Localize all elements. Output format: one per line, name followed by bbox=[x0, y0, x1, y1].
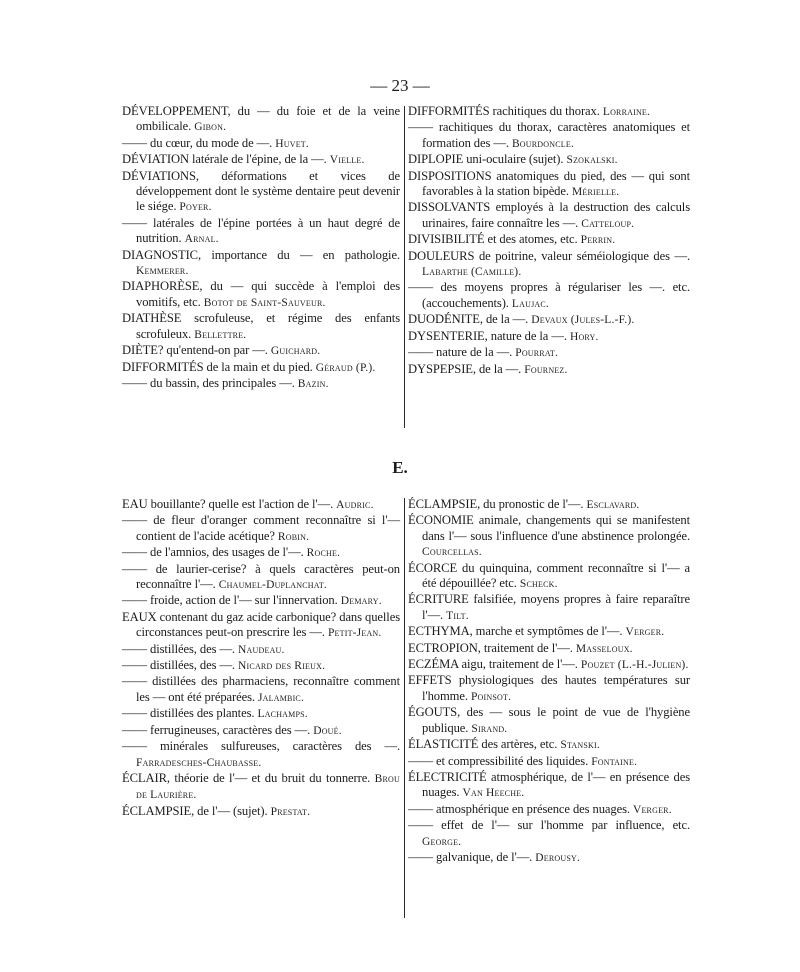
index-entry bbox=[408, 280, 690, 312]
index-entry bbox=[408, 345, 690, 361]
entry-author: Kemmerer. bbox=[136, 265, 189, 278]
index-entry bbox=[408, 513, 690, 560]
index-entry bbox=[408, 850, 690, 866]
entry-author: Szokalski. bbox=[566, 154, 618, 167]
index-entry bbox=[408, 232, 690, 248]
entry-text: DYSENTERIE, nature de la —. bbox=[408, 328, 570, 343]
entry-author: Demary. bbox=[340, 595, 382, 608]
index-entry bbox=[122, 562, 400, 594]
entry-author: Géraud (P.). bbox=[315, 361, 376, 374]
index-entry bbox=[408, 818, 690, 850]
index-entry bbox=[122, 360, 400, 376]
entry-author: Robin. bbox=[277, 530, 310, 543]
index-entry bbox=[122, 593, 400, 609]
entry-text: ÉLECTRICITÉ atmosphérique, de l'— en présence des nuages. bbox=[408, 769, 690, 800]
entry-author: Hory. bbox=[569, 330, 599, 343]
entry-author: Catteloup. bbox=[581, 217, 635, 230]
entry-author: Perrin. bbox=[580, 234, 616, 247]
index-entry bbox=[408, 152, 690, 168]
entry-text: ÉCLAMPSIE, du pronostic de l'—. bbox=[408, 497, 587, 511]
index-entry bbox=[408, 673, 690, 705]
entry-author: Courcellas. bbox=[422, 546, 482, 559]
index-entry bbox=[122, 152, 400, 168]
entry-text: ÉCRITURE falsifiée, moyens propres à faire reparaître l'—. bbox=[408, 592, 690, 622]
entry-author: Petit-Jean. bbox=[327, 627, 382, 640]
entry-text: DIFFORMITÉS rachitiques du thorax. bbox=[408, 104, 603, 118]
page-number: — 23 — bbox=[370, 76, 430, 95]
entry-author: Nicard des Rieux. bbox=[238, 660, 326, 673]
entry-text: DÉVIATION latérale de l'épine, de la —. bbox=[122, 152, 330, 167]
entry-text: —— distillées des plantes. bbox=[122, 706, 258, 721]
index-entry bbox=[122, 343, 400, 359]
entry-text: DIVISIBILITÉ et des atomes, etc. bbox=[408, 232, 581, 247]
entry-text: —— de laurier-cerise? à quels caractères peut-on reconnaître l'—. bbox=[122, 561, 400, 592]
index-entry bbox=[122, 545, 400, 561]
entry-author: Labarthe (Camille). bbox=[422, 266, 522, 279]
index-entry bbox=[408, 705, 690, 737]
index-entry bbox=[408, 312, 690, 328]
index-entry bbox=[122, 311, 400, 343]
e-entries-right-column bbox=[408, 497, 690, 866]
entry-text: —— minérales sulfureuses, caractères des —. bbox=[122, 739, 400, 754]
entry-author: Pouzet (L.-H.-Julien). bbox=[580, 659, 689, 672]
entry-author: Arnal. bbox=[184, 233, 219, 246]
entry-author: Guichard. bbox=[270, 345, 321, 358]
index-entry bbox=[122, 771, 400, 804]
index-entry bbox=[408, 754, 690, 770]
entry-author: Derousy. bbox=[535, 851, 581, 864]
index-entry bbox=[122, 169, 400, 216]
entry-text: DOULEURS de poitrine, valeur séméiologique des —. bbox=[408, 248, 690, 263]
d-entries-left-column bbox=[122, 104, 400, 392]
entry-text: —— distillées des pharmaciens, reconnaître comment les — ont été préparées. bbox=[122, 674, 400, 704]
entry-author: Poinsot. bbox=[470, 690, 512, 703]
index-entry bbox=[408, 120, 690, 152]
entry-text: —— du cœur, du mode de —. bbox=[122, 135, 276, 150]
index-entry bbox=[122, 674, 400, 706]
entry-text: —— distillées, des —. bbox=[122, 658, 239, 673]
entry-text: —— effet de l'— sur l'homme par influence, etc. bbox=[408, 818, 690, 833]
entry-text: ECTHYMA, marche et symptômes de l'—. bbox=[408, 624, 626, 639]
entry-author: Laujac. bbox=[511, 297, 549, 310]
entry-author: Mérielle. bbox=[571, 186, 620, 199]
entry-text: —— froide, action de l'— sur l'innervation. bbox=[122, 593, 341, 608]
entry-text: —— ferrugineuses, caractères des —. bbox=[122, 722, 314, 737]
entry-text: —— atmosphérique en présence des nuages. bbox=[408, 801, 633, 816]
index-entry bbox=[408, 329, 690, 345]
entry-text: DIATHÈSE scrofuleuse, et régime des enfants scrofuleux. bbox=[122, 311, 400, 341]
entry-text: —— latérales de l'épine portées à un haut degré de nutrition. bbox=[122, 215, 400, 246]
index-entry bbox=[122, 513, 400, 545]
entry-text: —— des moyens propres à régulariser les —. etc. (accouchements). bbox=[408, 280, 690, 310]
index-entry bbox=[408, 497, 690, 513]
entry-author: Sirand. bbox=[471, 722, 508, 735]
entry-author: Huvet. bbox=[275, 137, 309, 150]
index-entry bbox=[408, 169, 690, 201]
entry-author: Stanski. bbox=[560, 739, 600, 752]
entry-text: ECTROPION, traitement de l'—. bbox=[408, 640, 576, 655]
entry-text: ÉCLAMPSIE, de l'— (sujet). bbox=[122, 803, 271, 818]
index-entry bbox=[408, 657, 690, 673]
index-entry bbox=[408, 561, 690, 593]
entry-author: Brou de Laurière. bbox=[136, 772, 400, 802]
entry-text: DUODÉNITE, de la —. bbox=[408, 312, 532, 327]
entry-text: DIÈTE? qu'entend-on par —. bbox=[122, 343, 271, 358]
e-entries-left-column bbox=[122, 497, 400, 820]
entry-author: Doué. bbox=[313, 724, 342, 737]
index-entry bbox=[408, 802, 690, 818]
entry-author: Prestat. bbox=[270, 805, 311, 818]
entry-text: EAUX contenant du gaz acide carbonique? dans quelles circonstances peut-on prescrire les —. bbox=[122, 609, 400, 640]
index-entry bbox=[122, 248, 400, 280]
entry-text: DIAPHORÈSE, du — qui succède à l'emploi des vomitifs, etc. bbox=[122, 279, 400, 309]
index-entry bbox=[408, 737, 690, 753]
index-entry bbox=[122, 136, 400, 152]
index-entry bbox=[122, 706, 400, 722]
index-entry bbox=[408, 624, 690, 640]
index-entry bbox=[122, 642, 400, 658]
entry-text: ÉCONOMIE animale, changements qui se manifestent dans l'— sous l'influence d'une abstinence prolongée. bbox=[408, 513, 690, 543]
index-entry bbox=[408, 770, 690, 802]
index-entry bbox=[408, 104, 690, 120]
entry-author: Bellettre. bbox=[194, 328, 247, 341]
index-entry bbox=[408, 249, 690, 281]
entry-author: Masseloux. bbox=[575, 642, 633, 655]
index-entry bbox=[408, 592, 690, 624]
column-divider bbox=[404, 498, 405, 918]
entry-author: Lachamps. bbox=[257, 708, 308, 721]
index-entry bbox=[122, 279, 400, 311]
entry-text: DÉVIATIONS, déformations et vices de développement dont le système dentaire peut devenir le siége. bbox=[122, 168, 400, 214]
column-divider bbox=[404, 106, 405, 428]
entry-text: EFFETS physiologiques des hautes températures sur l'homme. bbox=[408, 673, 690, 703]
d-entries-right-column bbox=[408, 104, 690, 378]
index-entry bbox=[408, 200, 690, 232]
entry-text: DYSPEPSIE, de la —. bbox=[408, 361, 525, 376]
entry-author: Poyer. bbox=[179, 201, 212, 214]
entry-text: ÉCORCE du quinquina, comment reconnaître si l'— a été dépouillée? etc. bbox=[408, 560, 690, 591]
entry-text: ECZÉMA aigu, traitement de l'—. bbox=[408, 657, 581, 672]
entry-text: —— de l'amnios, des usages de l'—. bbox=[122, 545, 307, 560]
entry-text: —— distillées, des —. bbox=[122, 641, 239, 656]
entry-text: ÉGOUTS, des — sous le point de vue de l'hygiène publique. bbox=[408, 705, 690, 735]
entry-text: —— du bassin, des principales —. bbox=[122, 375, 298, 390]
entry-author: Van Heeche. bbox=[462, 787, 525, 800]
entry-author: Farradesches-Chaubasse. bbox=[136, 756, 262, 769]
entry-author: Devaux (Jules-L.-F.). bbox=[531, 314, 635, 327]
entry-author: Verger. bbox=[625, 626, 665, 639]
entry-author: Roche. bbox=[306, 547, 341, 560]
entry-author: Pourrat. bbox=[515, 347, 559, 360]
entry-author: George. bbox=[422, 835, 462, 848]
entry-text: —— de fleur d'oranger comment reconnaître si l'— contient de l'acide acétique? bbox=[122, 513, 400, 543]
entry-author: Esclavard. bbox=[586, 499, 640, 511]
entry-author: Chaumel-Duplanchat. bbox=[218, 579, 328, 592]
entry-author: Fournez. bbox=[524, 363, 568, 376]
index-entry bbox=[122, 804, 400, 820]
index-entry bbox=[122, 376, 400, 392]
index-entry bbox=[122, 658, 400, 674]
section-heading-e: E. bbox=[392, 458, 408, 477]
entry-text: EAU bouillante? quelle est l'action de l'—. bbox=[122, 497, 337, 511]
entry-author: Lorraine. bbox=[602, 106, 651, 118]
entry-text: —— galvanique, de l'—. bbox=[408, 849, 536, 864]
entry-author: Audric. bbox=[336, 499, 374, 511]
entry-text: ÉCLAIR, théorie de l'— et du bruit du tonnerre. bbox=[122, 770, 375, 785]
index-entry bbox=[122, 610, 400, 642]
entry-author: Naudeau. bbox=[238, 643, 285, 656]
entry-author: Tilt. bbox=[446, 609, 469, 622]
index-entry bbox=[122, 497, 400, 513]
index-entry bbox=[122, 216, 400, 248]
entry-text: DISPOSITIONS anatomiques du pied, des — qui sont favorables à la station bipède. bbox=[408, 168, 690, 199]
entry-text: DÉVELOPPEMENT, du — du foie et de la veine ombilicale. bbox=[122, 104, 400, 134]
entry-text: —— rachitiques du thorax, caractères anatomiques et formation des —. bbox=[408, 120, 690, 150]
entry-text: DIFFORMITÉS de la main et du pied. bbox=[122, 359, 316, 374]
entry-text: DIAGNOSTIC, importance du — en pathologie. bbox=[122, 247, 400, 262]
index-entry bbox=[122, 104, 400, 136]
index-entry bbox=[408, 641, 690, 657]
index-entry bbox=[408, 362, 690, 378]
entry-text: —— nature de la —. bbox=[408, 345, 516, 360]
entry-text: ÉLASTICITÉ des artères, etc. bbox=[408, 737, 561, 752]
entry-text: DIPLOPIE uni-oculaire (sujet). bbox=[408, 152, 567, 167]
entry-author: Jalambic. bbox=[258, 691, 305, 704]
entry-text: DISSOLVANTS employés à la destruction des calculs urinaires, faire connaître les —. bbox=[408, 200, 690, 230]
entry-author: Botot de Saint-Sauveur. bbox=[203, 296, 326, 309]
index-entry bbox=[122, 723, 400, 739]
entry-author: Scheck. bbox=[519, 578, 558, 591]
entry-author: Bazin. bbox=[297, 377, 329, 390]
entry-author: Vielle. bbox=[329, 154, 365, 167]
entry-author: Verger. bbox=[632, 803, 672, 816]
entry-author: Fontaine. bbox=[591, 755, 638, 768]
index-entry bbox=[122, 739, 400, 771]
entry-author: Gibon. bbox=[194, 121, 227, 134]
entry-text: —— et compressibilité des liquides. bbox=[408, 753, 592, 768]
entry-author: Bourdoncle. bbox=[511, 137, 575, 150]
